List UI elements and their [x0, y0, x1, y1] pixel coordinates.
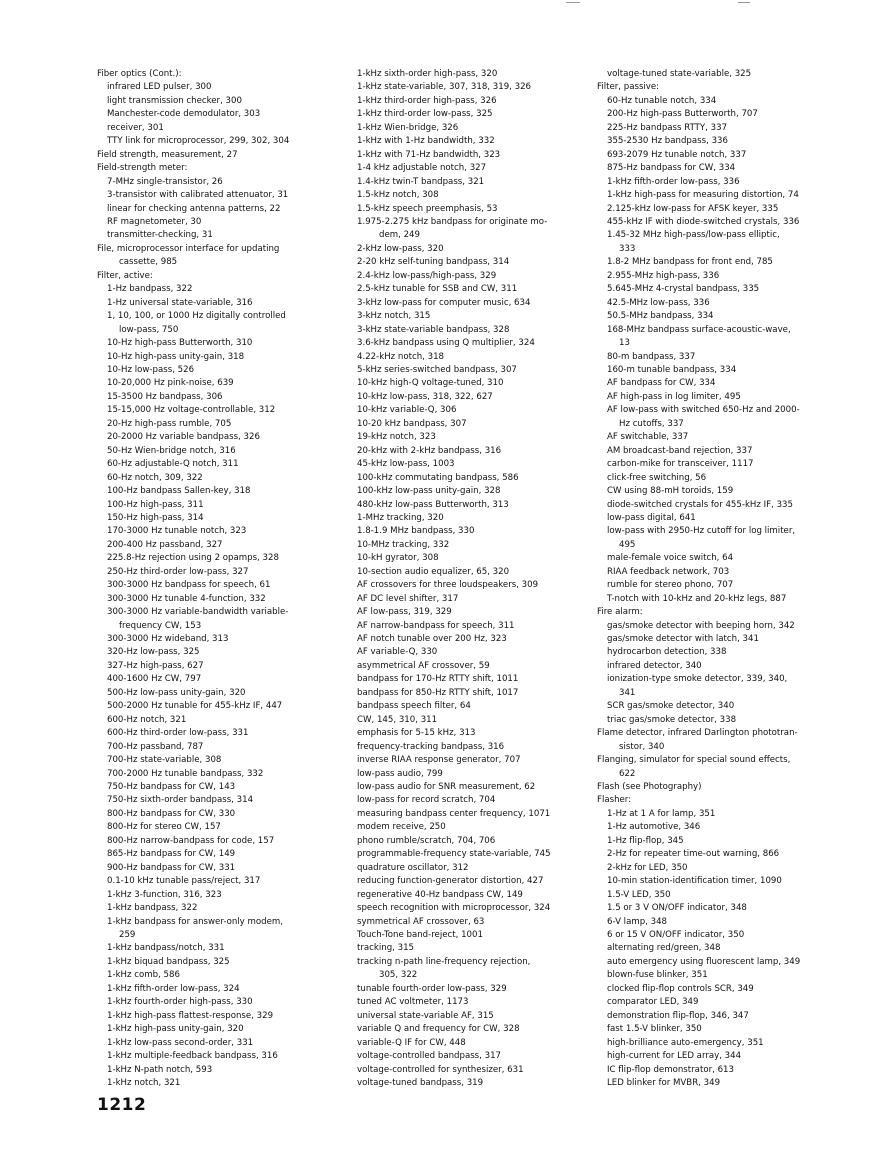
index-entry: CW using 88-mH toroids, 159: [607, 486, 734, 497]
index-entry: 750-Hz bandpass for CW, 143: [107, 782, 236, 793]
index-entry: 500-Hz low-pass unity-gain, 320: [107, 687, 246, 698]
index-heading: File, microprocessor interface for updating: [97, 243, 280, 254]
index-heading: low-pass audio, 799: [357, 768, 443, 779]
index-entry: 700-2000 Hz tunable bandpass, 332: [107, 768, 264, 779]
index-heading: 1-kHz Wien-bridge, 326: [357, 122, 459, 133]
index-heading: Flame detector, infrared Darlington phototran-: [597, 728, 798, 739]
index-entry: AF low-pass with switched 650-Hz and 2000-: [607, 405, 800, 416]
index-heading: 10-kHz variable-Q, 306: [357, 405, 457, 416]
index-heading: AF notch tunable over 200 Hz, 323: [357, 634, 507, 645]
index-heading: tracking n-path line-frequency rejection,: [357, 956, 531, 967]
index-heading: 1-kHz with 1-Hz bandwidth, 332: [357, 136, 495, 147]
index-heading: 1-kHz with 71-Hz bandwidth, 323: [357, 149, 501, 160]
index-entry: 1-kHz fourth-order high-pass, 330: [107, 997, 253, 1008]
index-entry: 6-V lamp, 348: [607, 916, 668, 927]
index-entry: 225-Hz bandpass RTTY, 337: [607, 122, 728, 133]
index-heading: phono rumble/scratch, 704, 706: [357, 835, 496, 846]
index-entry: male-female voice switch, 64: [607, 553, 734, 564]
index-heading: bandpass speech filter, 64: [357, 701, 471, 712]
index-entry: fast 1.5-V blinker, 350: [607, 1024, 702, 1035]
index-entry-continuation: dem, 249: [379, 230, 420, 241]
index-heading: Flanging, simulator for special sound effects,: [597, 755, 791, 766]
index-entry: 100-Hz high-pass, 311: [107, 499, 204, 510]
index-heading: 1.975-2.275 kHz bandpass for originate mo-: [357, 216, 548, 227]
index-entry: 225.8-Hz rejection using 2 opamps, 328: [107, 553, 279, 564]
index-entry: 200-Hz high-pass Butterworth, 707: [607, 109, 758, 120]
index-heading: 1-kHz sixth-order high-pass, 320: [357, 69, 498, 79]
index-heading: 2-kHz low-pass, 320: [357, 243, 444, 254]
page-number: 1212: [97, 1095, 147, 1115]
index-entry: 693-2079 Hz tunable notch, 337: [607, 149, 747, 160]
index-entry: T-notch with 10-kHz and 20-kHz legs, 887: [607, 593, 787, 604]
index-entry: rumble for stereo phono, 707: [607, 580, 734, 591]
index-heading: tracking, 315: [357, 943, 415, 954]
index-heading: 480-kHz low-pass Butterworth, 313: [357, 499, 509, 510]
index-entry: 455-kHz IF with diode-switched crystals, 336: [607, 216, 800, 227]
index-entry: 60-Hz notch, 309, 322: [107, 472, 203, 483]
index-entry: 1-Hz flip-flop, 345: [607, 835, 684, 846]
index-entry: LED blinker for MVBR, 349: [607, 1077, 721, 1088]
index-entry: 1-kHz bandpass for answer-only modem,: [107, 916, 283, 927]
index-entry: 10-20,000 Hz pink-noise, 639: [107, 378, 234, 389]
index-entry: RIAA feedback network, 703: [607, 566, 730, 577]
index-entry: infrared LED pulser, 300: [107, 82, 212, 93]
index-entry: 1-kHz bandpass/notch, 331: [107, 943, 225, 954]
index-entry: high-current for LED array, 344: [607, 1051, 742, 1062]
index-entry: 300-3000 Hz bandpass for speech, 61: [107, 580, 271, 591]
index-entry: 15-15,000 Hz voltage-controllable, 312: [107, 405, 276, 416]
index-entry: 6 or 15 V ON/OFF indicator, 350: [607, 930, 745, 940]
index-entry: 400-1600 Hz CW, 797: [107, 674, 202, 685]
index-entry-continuation: low-pass, 750: [119, 324, 179, 335]
index-entry: transmitter-checking, 31: [107, 230, 213, 241]
index-entry-continuation: 495: [619, 539, 636, 550]
index-entry: AF switchable, 337: [607, 432, 689, 443]
index-entry: 1-kHz notch, 321: [107, 1077, 181, 1088]
index-heading: AF low-pass, 319, 329: [357, 607, 452, 618]
index-heading: variable Q and frequency for CW, 328: [357, 1024, 520, 1035]
index-heading: Filter, passive:: [597, 82, 660, 93]
index-entry: 1-kHz low-pass second-order, 331: [107, 1037, 254, 1048]
index-entry: 500-2000 Hz tunable for 455-kHz IF, 447: [107, 701, 283, 712]
index-heading: AF DC level shifter, 317: [357, 593, 459, 604]
index-entry: 1-kHz multiple-feedback bandpass, 316: [107, 1051, 278, 1062]
index-entry: 1, 10, 100, or 1000 Hz digitally controlled: [107, 311, 286, 322]
index-heading: reducing function-generator distortion, 427: [357, 876, 544, 887]
index-entry: 300-3000 Hz wideband, 313: [107, 634, 229, 645]
index-entry: 250-Hz third-order low-pass, 327: [107, 566, 249, 577]
index-entry-continuation: Hz cutoffs, 337: [619, 418, 684, 429]
index-heading: AF crossovers for three loudspeakers, 309: [357, 580, 539, 591]
index-heading: 1-kHz third-order high-pass, 326: [357, 95, 497, 106]
index-entry: ionization-type smoke detector, 339, 340,: [607, 674, 788, 685]
index-heading: 10-section audio equalizer, 65, 320: [357, 566, 510, 577]
index-entry: linear for checking antenna patterns, 22: [107, 203, 281, 214]
index-entry: auto emergency using fluorescent lamp, 349: [607, 956, 801, 967]
index-heading: 5-kHz series-switched bandpass, 307: [357, 364, 517, 375]
index-entry: 10-Hz high-pass Butterworth, 310: [107, 338, 253, 349]
index-entry: 10-min station-identification timer, 1090: [607, 876, 782, 887]
index-heading: 1-kHz third-order low-pass, 325: [357, 109, 493, 120]
index-entry: RF magnetometer, 30: [107, 216, 202, 227]
index-heading: programmable-frequency state-variable, 745: [357, 849, 551, 860]
index-heading: AF narrow-bandpass for speech, 311: [357, 620, 515, 631]
index-entry: 1-kHz fifth-order low-pass, 324: [107, 983, 240, 994]
index-heading: regenerative 40-Hz bandpass CW, 149: [357, 889, 523, 900]
index-heading: 3-kHz state-variable bandpass, 328: [357, 324, 510, 335]
index-entry: 50-Hz Wien-bridge notch, 316: [107, 445, 236, 456]
index-entry: 320-Hz low-pass, 325: [107, 647, 200, 658]
index-heading: 10-kHz high-Q voltage-tuned, 310: [357, 378, 504, 389]
index-entry: 160-m tunable bandpass, 334: [607, 364, 737, 375]
index-entry: 20-2000 Hz variable bandpass, 326: [107, 432, 260, 443]
index-heading: AF variable-Q, 330: [357, 647, 438, 658]
index-entry: 50.5-MHz bandpass, 334: [607, 311, 714, 322]
index-heading: 1-MHz tracking, 320: [357, 512, 444, 523]
index-heading: low-pass for record scratch, 704: [357, 795, 496, 806]
index-entry: 1-kHz high-pass for measuring distortion, 74: [607, 190, 799, 201]
index-entry-continuation: 333: [619, 243, 636, 254]
index-entry: diode-switched crystals for 455-kHz IF, 335: [607, 499, 793, 510]
index-entry: AF bandpass for CW, 334: [607, 378, 716, 389]
index-entry: 1.8-2 MHz bandpass for front end, 785: [607, 257, 773, 268]
index-entry: 1-kHz biquad bandpass, 325: [107, 956, 230, 967]
index-entry: 750-Hz sixth-order bandpass, 314: [107, 795, 254, 806]
index-heading: 1.4-kHz twin-T bandpass, 321: [357, 176, 485, 187]
index-entry: low-pass digital, 641: [607, 512, 696, 523]
index-heading: Flash (see Photography): [597, 782, 702, 793]
index-heading: 3-kHz notch, 315: [357, 311, 431, 322]
index-heading: variable-Q IF for CW, 448: [357, 1037, 466, 1048]
index-entry: blown-fuse blinker, 351: [607, 970, 708, 981]
index-entry: IC flip-flop demonstrator, 613: [607, 1064, 734, 1075]
index-heading: quadrature oscillator, 312: [357, 862, 469, 873]
index-heading: voltage-controlled bandpass, 317: [357, 1051, 502, 1062]
index-entry: AF high-pass in log limiter, 495: [607, 391, 741, 402]
index-heading: 1-kHz state-variable, 307, 318, 319, 326: [357, 82, 532, 93]
index-entry-continuation: 341: [619, 687, 636, 698]
index-entry: 15-3500 Hz bandpass, 306: [107, 391, 223, 402]
index-entry: 0.1-10 kHz tunable pass/reject, 317: [107, 876, 261, 887]
scan-marks: [560, 0, 760, 8]
index-entry: clocked flip-flop controls SCR, 349: [607, 983, 754, 994]
index-heading: 10-kHz low-pass, 318, 322, 627: [357, 391, 493, 402]
index-entry: gas/smoke detector with beeping horn, 342: [607, 620, 795, 631]
index-heading: voltage-controlled for synthesizer, 631: [357, 1064, 524, 1075]
index-heading: bandpass for 170-Hz RTTY shift, 1011: [357, 674, 519, 685]
index-entry: 865-Hz bandpass for CW, 149: [107, 849, 236, 860]
index-entry-continuation: frequency CW, 153: [119, 620, 202, 631]
index-heading: 45-kHz low-pass, 1003: [357, 459, 455, 470]
index-heading: Filter, active:: [97, 270, 153, 281]
index-entry: 1.5 or 3 V ON/OFF indicator, 348: [607, 903, 747, 914]
index-heading: 3.6-kHz bandpass using Q multiplier, 324: [357, 338, 535, 349]
index-entry: 800-Hz narrow-bandpass for code, 157: [107, 835, 275, 846]
index-heading: 1.5-kHz notch, 308: [357, 190, 439, 201]
index-heading: voltage-tuned bandpass, 319: [357, 1077, 484, 1088]
index-entry-continuation: 13: [619, 338, 630, 349]
index-entry: infrared detector, 340: [607, 660, 702, 671]
index-entry: click-free switching, 56: [607, 472, 707, 483]
index-entry: 1-kHz fifth-order low-pass, 336: [607, 176, 740, 187]
index-entry: 800-Hz for stereo CW, 157: [107, 822, 221, 833]
index-entry: 1-kHz high-pass flattest-response, 329: [107, 1010, 274, 1021]
index-entry: SCR gas/smoke detector, 340: [607, 701, 735, 712]
index-entry: TTY link for microprocessor, 299, 302, 304: [107, 136, 290, 147]
index-heading: Fire alarm:: [597, 607, 643, 618]
index-heading: tunable fourth-order low-pass, 329: [357, 983, 507, 994]
index-heading: universal state-variable AF, 315: [357, 1010, 494, 1021]
index-entry: 60-Hz tunable notch, 334: [607, 95, 717, 106]
index-entry: 10-Hz low-pass, 526: [107, 364, 195, 375]
index-entry: 150-Hz high-pass, 314: [107, 512, 204, 523]
index-heading: 1.5-kHz speech preemphasis, 53: [357, 203, 498, 214]
index-heading: 10-MHz tracking, 332: [357, 539, 450, 550]
index-column-2: [357, 68, 597, 1090]
index-heading: bandpass for 850-Hz RTTY shift, 1017: [357, 687, 519, 698]
index-column-3: [597, 68, 872, 1090]
index-entry: 2-Hz for repeater time-out warning, 866: [607, 849, 780, 860]
index-entry: 2-kHz for LED, 350: [607, 862, 688, 873]
index-entry: demonstration flip-flop, 346, 347: [607, 1010, 749, 1021]
index-entry: 200-400 Hz passband, 327: [107, 539, 223, 550]
index-heading: speech recognition with microprocessor, 324: [357, 903, 551, 914]
index-entry: 300-3000 Hz variable-bandwidth variable-: [107, 607, 289, 618]
index-heading: 2.5-kHz tunable for SSB and CW, 311: [357, 284, 518, 295]
index-entry: alternating red/green, 348: [607, 943, 721, 954]
index-entry: Manchester-code demodulator, 303: [107, 109, 261, 120]
index-heading: emphasis for 5-15 kHz, 313: [357, 728, 476, 739]
index-entry: 1-kHz high-pass unity-gain, 320: [107, 1024, 244, 1035]
index-heading: 100-kHz low-pass unity-gain, 328: [357, 486, 501, 497]
index-entry: 1-Hz at 1 A for lamp, 351: [607, 808, 716, 819]
index-entry: 3-transistor with calibrated attenuator, 31: [107, 190, 289, 201]
index-heading: 3-kHz low-pass for computer music, 634: [357, 297, 531, 308]
index-entry: light transmission checker, 300: [107, 95, 242, 106]
index-entry: 1-kHz 3-function, 316, 323: [107, 889, 222, 900]
index-heading: 10-kH gyrator, 308: [357, 553, 439, 564]
index-entry: 1-kHz bandpass, 322: [107, 903, 198, 914]
index-heading: modem receive, 250: [357, 822, 446, 833]
index-column-1: [97, 68, 332, 1090]
index-heading: Field strength, measurement, 27: [97, 149, 238, 160]
index-entry: 700-Hz state-variable, 308: [107, 755, 222, 766]
index-entry: 1-kHz N-path notch, 593: [107, 1064, 213, 1075]
index-entry: 7-MHz single-transistor, 26: [107, 176, 223, 187]
index-entry: 1-Hz bandpass, 322: [107, 284, 193, 295]
index-heading: tuned AC voltmeter, 1173: [357, 997, 469, 1008]
index-entry: gas/smoke detector with latch, 341: [607, 634, 759, 645]
index-entry: 800-Hz bandpass for CW, 330: [107, 808, 236, 819]
index-heading: frequency-tracking bandpass, 316: [357, 741, 505, 752]
index-entry: low-pass with 2950-Hz cutoff for log limiter,: [607, 526, 796, 537]
index-entry-continuation: 259: [119, 930, 136, 940]
index-entry: 1-Hz automotive, 346: [607, 822, 701, 833]
index-heading: Touch-Tone band-reject, 1001: [357, 930, 483, 940]
index-entry-continuation: cassette, 985: [119, 257, 178, 268]
index-entry: hydrocarbon detection, 338: [607, 647, 727, 658]
index-heading: Fiber optics (Cont.):: [97, 69, 182, 79]
index-heading: 19-kHz notch, 323: [357, 432, 436, 443]
index-heading: 100-kHz commutating bandpass, 586: [357, 472, 519, 483]
index-entry: 100-Hz bandpass Sallen-key, 318: [107, 486, 251, 497]
index-heading: inverse RIAA response generator, 707: [357, 755, 521, 766]
index-entry: 1-Hz universal state-variable, 316: [107, 297, 253, 308]
index-entry: 168-MHz bandpass surface-acoustic-wave,: [607, 324, 791, 335]
index-entry: 327-Hz high-pass, 627: [107, 660, 204, 671]
index-entry: 10-Hz high-pass unity-gain, 318: [107, 351, 245, 362]
index-entry-continuation: sistor, 340: [619, 741, 665, 752]
index-entry: voltage-tuned state-variable, 325: [607, 69, 752, 79]
index-heading: 10-20 kHz bandpass, 307: [357, 418, 467, 429]
index-heading: measuring bandpass center frequency, 1071: [357, 808, 551, 819]
index-entry: 600-Hz third-order low-pass, 331: [107, 728, 249, 739]
index-entry: triac gas/smoke detector, 338: [607, 714, 737, 725]
index-heading: asymmetrical AF crossover, 59: [357, 660, 490, 671]
index-entry: 2.125-kHz low-pass for AFSK keyer, 335: [607, 203, 779, 214]
index-heading: 1-4 kHz adjustable notch, 327: [357, 163, 487, 174]
index-entry: 700-Hz passband, 787: [107, 741, 204, 752]
index-heading: Field-strength meter:: [97, 163, 188, 174]
index-entry: 60-Hz adjustable-Q notch, 311: [107, 459, 239, 470]
index-entry: comparator LED, 349: [607, 997, 699, 1008]
index-heading: symmetrical AF crossover, 63: [357, 916, 485, 927]
index-heading: low-pass audio for SNR measurement, 62: [357, 782, 536, 793]
index-entry: 1.5-V LED, 350: [607, 889, 671, 900]
index-entry: 300-3000 Hz tunable 4-function, 332: [107, 593, 266, 604]
index-entry: 80-m bandpass, 337: [607, 351, 696, 362]
index-entry: 600-Hz notch, 321: [107, 714, 187, 725]
index-entry: 20-Hz high-pass rumble, 705: [107, 418, 232, 429]
index-entry: high-brilliance auto-emergency, 351: [607, 1037, 764, 1048]
index-entry: 170-3000 Hz tunable notch, 323: [107, 526, 247, 537]
index-entry: 5.645-MHz 4-crystal bandpass, 335: [607, 284, 760, 295]
index-entry-continuation: 622: [619, 768, 636, 779]
index-entry: receiver, 301: [107, 122, 164, 133]
index-heading: 2-20 kHz self-tuning bandpass, 314: [357, 257, 510, 268]
index-entry: 355-2530 Hz bandpass, 336: [607, 136, 728, 147]
index-entry: 1-kHz comb, 586: [107, 970, 180, 981]
index-entry-continuation: 305, 322: [379, 970, 418, 981]
index-entry: 900-Hz bandpass for CW, 331: [107, 862, 236, 873]
index-entry: carbon-mike for transceiver, 1117: [607, 459, 754, 470]
index-entry: 875-Hz bandpass for CW, 334: [607, 163, 736, 174]
index-entry: AM broadcast-band rejection, 337: [607, 445, 753, 456]
index-heading: CW, 145, 310, 311: [357, 714, 438, 725]
index-entry: 42.5-MHz low-pass, 336: [607, 297, 710, 308]
index-heading: 4.22-kHz notch, 318: [357, 351, 445, 362]
index-heading: 2.4-kHz low-pass/high-pass, 329: [357, 270, 497, 281]
index-heading: 20-kHz with 2-kHz bandpass, 316: [357, 445, 502, 456]
index-heading: 1.8-1.9 MHz bandpass, 330: [357, 526, 475, 537]
index-entry: 1.45-32 MHz high-pass/low-pass elliptic,: [607, 230, 780, 241]
index-entry: 2.955-MHz high-pass, 336: [607, 270, 720, 281]
index-heading: Flasher:: [597, 795, 632, 806]
